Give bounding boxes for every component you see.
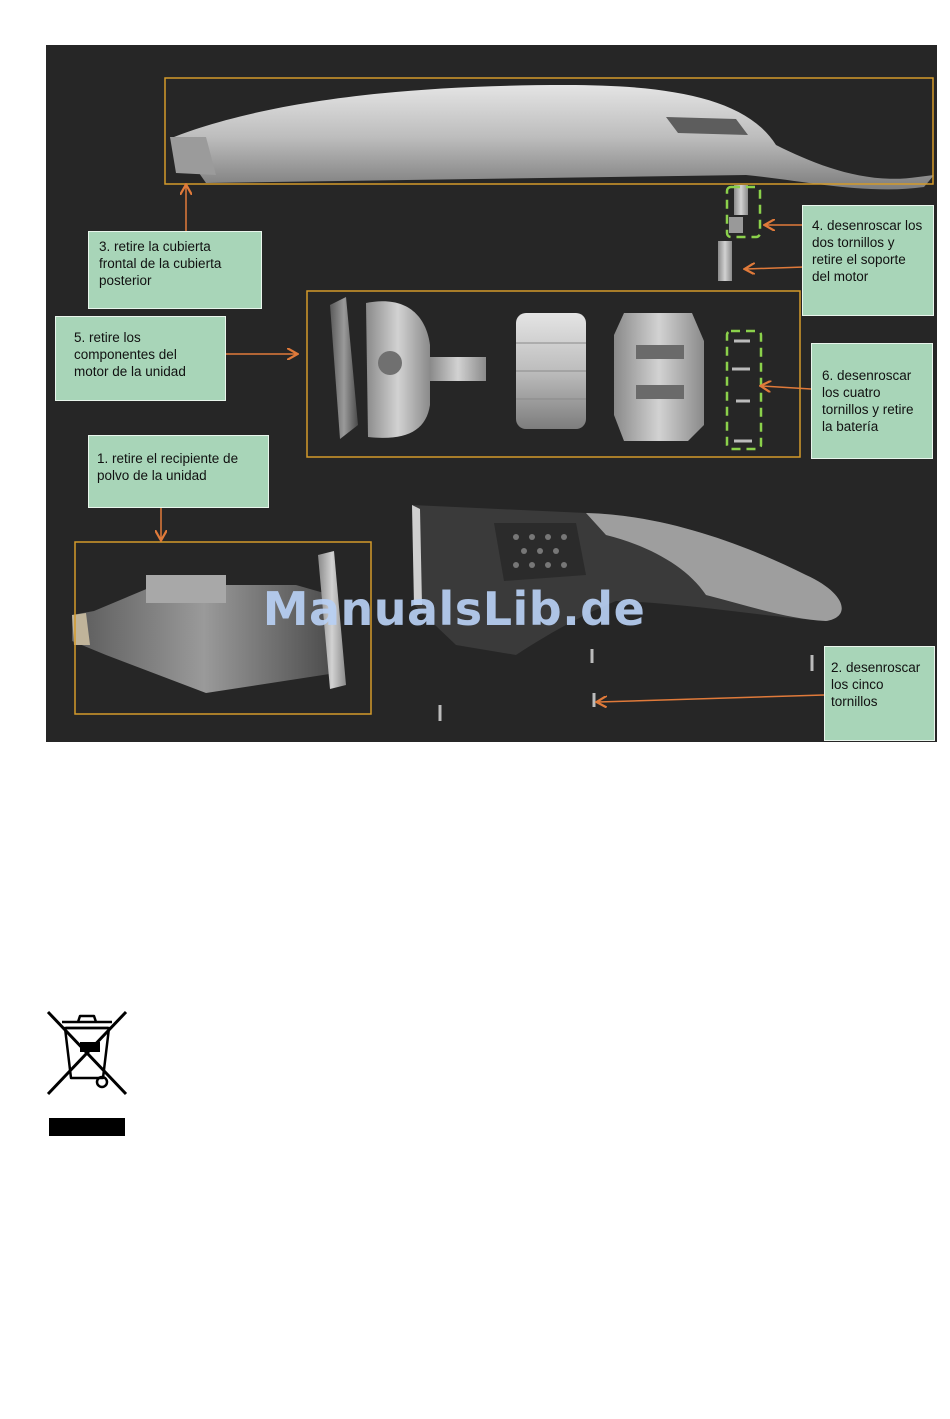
step-1-text: 1. retire el recipiente de polvo de la unidad bbox=[97, 451, 239, 483]
disassembly-figure bbox=[46, 45, 937, 742]
step-5-text: 5. retire los componentes del motor de la unidad bbox=[74, 330, 186, 379]
step-2-text: 2. desenroscar los cinco tornillos bbox=[831, 660, 921, 709]
arrow-step-6 bbox=[762, 386, 811, 389]
arrow-step-4b bbox=[746, 267, 804, 269]
front-cover-part bbox=[170, 85, 934, 189]
weee-underline-bar bbox=[49, 1118, 125, 1136]
battery-screw-highlight bbox=[727, 331, 761, 449]
step-2-callout bbox=[824, 646, 935, 741]
cover-screws bbox=[440, 649, 812, 721]
battery-screws bbox=[732, 341, 752, 441]
step-4-text: 4. desenroscar los dos tornillos y retire el soporte del motor bbox=[812, 218, 923, 284]
step-3-callout bbox=[88, 231, 262, 309]
arrow-step-2 bbox=[598, 695, 824, 702]
step-5-callout bbox=[55, 316, 226, 401]
motor-assembly-part bbox=[330, 297, 704, 441]
step-1-callout bbox=[88, 435, 269, 508]
step-4-callout bbox=[802, 205, 934, 316]
manualslib-watermark: ManualsLib.de bbox=[262, 582, 646, 636]
motor-bracket-parts bbox=[718, 185, 748, 281]
crossed-out-wheelie-bin-icon bbox=[46, 1008, 128, 1098]
step-6-callout bbox=[811, 343, 933, 459]
step-3-text: 3. retire la cubierta frontal de la cubierta posterior bbox=[99, 239, 222, 288]
step-6-text: 6. desenroscar los cuatro tornillos y retire la batería bbox=[822, 368, 914, 434]
